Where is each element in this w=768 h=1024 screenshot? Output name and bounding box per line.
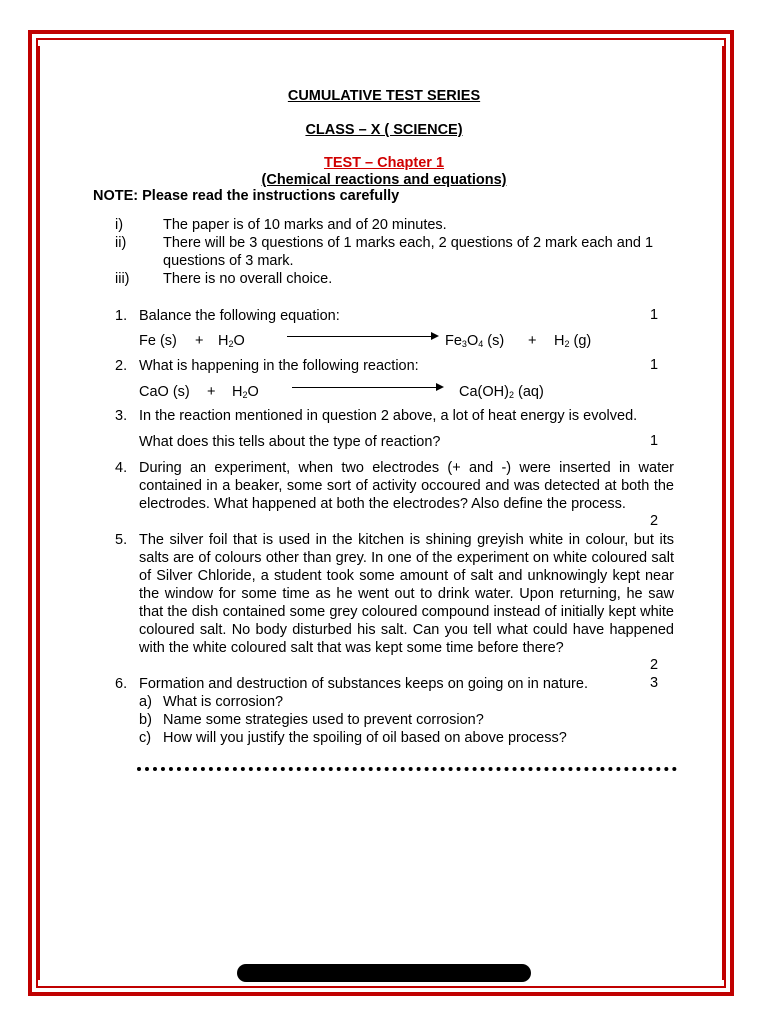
equation-plus: + xyxy=(195,333,204,349)
question-text: What does this tells about the type of reaction? xyxy=(139,434,441,450)
sub-question-text: Name some strategies used to prevent corrosion? xyxy=(163,712,484,728)
instruction-text: There will be 3 questions of 1 marks each, 2 questions of 2 mark each and 1 questions of 3 mark. xyxy=(163,235,654,269)
question-marks: 2 xyxy=(650,657,659,673)
equation-reactant: $H_2O$ xyxy=(218,333,245,349)
question-text: During an experiment, when two electrodes (+ and -) were inserted in water contained in a beaker, some sort of activity occoured and was detected at both the electrodes. What happened at both the electrodes? Also define the process. xyxy=(139,460,674,512)
sub-question-label: c) xyxy=(139,730,152,746)
question-text: In the reaction mentioned in question 2 above, a lot of heat energy is evolved. xyxy=(139,408,638,424)
class-title: CLASS – X ( SCIENCE) xyxy=(305,122,463,138)
question-text: Formation and destruction of substances keeps on going on in nature. xyxy=(139,676,588,692)
test-title: TEST – Chapter 1 xyxy=(323,155,445,171)
equation-product: $Fe_3O_4$ (s) xyxy=(445,333,505,349)
instruction-number: i) xyxy=(115,217,124,233)
equation-reactant: CaO (s) xyxy=(139,384,190,400)
question-marks: 1 xyxy=(650,433,659,449)
question-marks: 1 xyxy=(650,307,659,323)
question-number: 1. xyxy=(115,308,128,324)
reaction-arrow xyxy=(292,387,442,388)
equation-reactant: Fe (s) xyxy=(139,333,177,349)
instruction-text: There is no overall choice. xyxy=(163,271,333,287)
question-number: 3. xyxy=(115,408,128,424)
equation-product: $H_2$ (g) xyxy=(554,333,592,349)
question-text: What is happening in the following reaction: xyxy=(139,358,419,374)
question-marks: 3 xyxy=(650,675,659,691)
reaction-arrow xyxy=(287,336,437,337)
instruction-text: The paper is of 10 marks and of 20 minutes. xyxy=(163,217,447,233)
question-number: 2. xyxy=(115,358,128,374)
question-text: Balance the following equation: xyxy=(139,308,340,324)
sub-question-text: How will you justify the spoiling of oil based on above process? xyxy=(163,730,567,746)
note-heading: NOTE: Please read the instructions carefully xyxy=(93,188,400,204)
question-number: 5. xyxy=(115,532,128,548)
equation-plus: + xyxy=(528,333,537,349)
question-text: The silver foil that is used in the kitchen is shining greyish white in colour, but its salts are of colours other than grey. In one of the experiment on white coloured salt of Silver Chloride, a student took some amount of salt and unknowingly kept near the window for some time as he went out to drink water. Upon returning, he saw that the dish contained some grey coloured compound instead of initially kept white coloured salt. No body disturbed his salt. Can you tell what could have happened with the white coloured salt that was kept some time before there? xyxy=(139,532,674,656)
sub-question-label: a) xyxy=(139,694,152,710)
instruction-number: iii) xyxy=(115,271,130,287)
chapter-subtitle: (Chemical reactions and equations) xyxy=(261,172,507,188)
bottom-decorative-bar xyxy=(237,964,531,982)
equation-plus: + xyxy=(207,384,216,400)
instruction-number: ii) xyxy=(115,235,127,251)
question-number: 6. xyxy=(115,676,128,692)
question-number: 4. xyxy=(115,460,128,476)
series-title: CUMULATIVE TEST SERIES xyxy=(287,88,481,104)
equation-product: $Ca(OH)_2$ (aq) xyxy=(459,384,544,400)
equation-reactant: $H_2O$ xyxy=(232,384,259,400)
sub-question-text: What is corrosion? xyxy=(163,694,284,710)
dotted-separator xyxy=(137,767,677,771)
question-marks: 2 xyxy=(650,513,659,529)
sub-question-label: b) xyxy=(139,712,152,728)
question-marks: 1 xyxy=(650,357,659,373)
